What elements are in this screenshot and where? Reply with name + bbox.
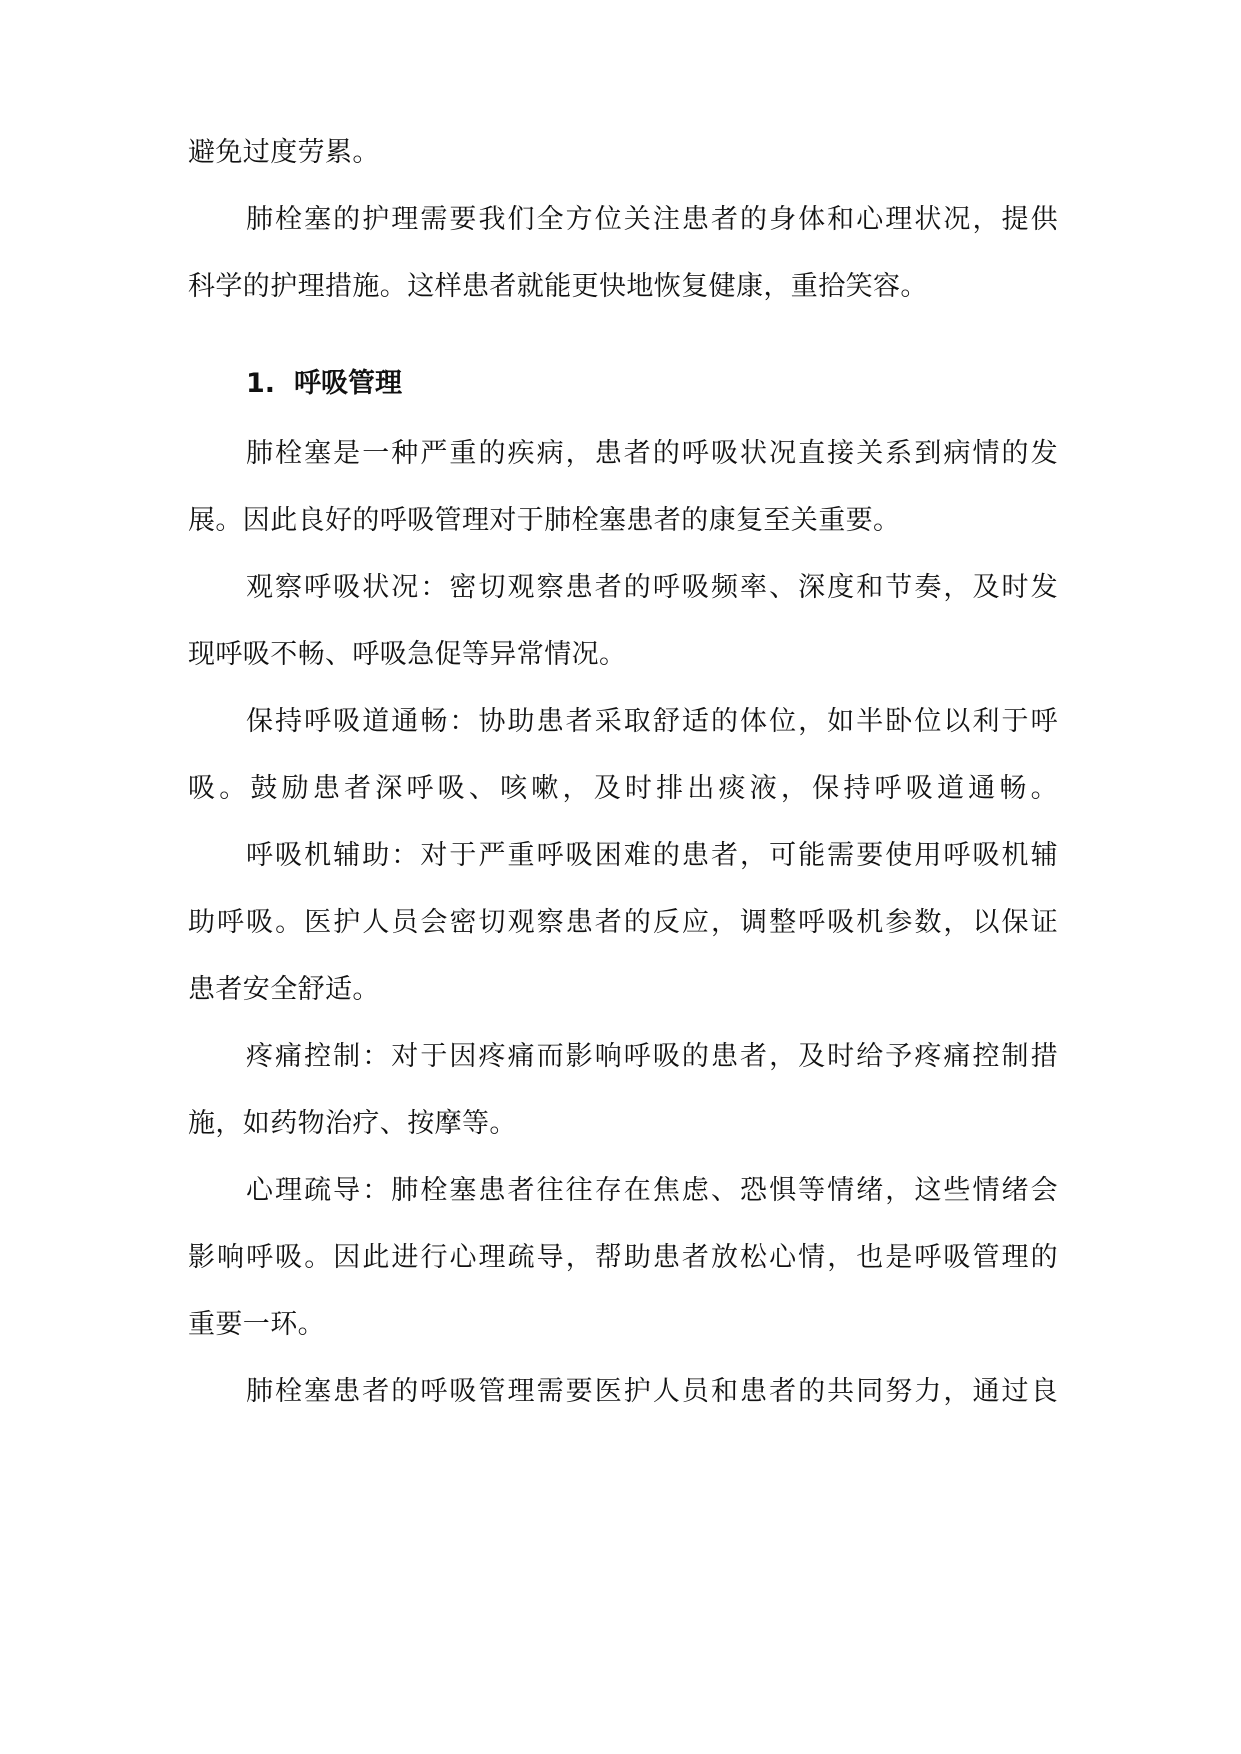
paragraph-line: 现呼吸不畅、呼吸急促等异常情况。: [188, 639, 627, 670]
paragraph-line: 患者安全舒适。: [188, 974, 380, 1005]
paragraph-line: 观察呼吸状况：密切观察患者的呼吸频率、深度和节奏，及时发: [246, 572, 1058, 603]
section-title: 呼吸管理: [294, 368, 402, 399]
paragraph-line: 助呼吸。医护人员会密切观察患者的反应，调整呼吸机参数，以保证: [188, 907, 1058, 938]
section-heading: [246, 366, 402, 402]
paragraph-line: 肺栓塞患者的呼吸管理需要医护人员和患者的共同努力，通过良: [246, 1376, 1058, 1407]
paragraph-line: 疼痛控制：对于因疼痛而影响呼吸的患者，及时给予疼痛控制措: [246, 1041, 1058, 1072]
paragraph-line: 避免过度劳累。: [188, 137, 380, 168]
paragraph-line: 呼吸机辅助：对于严重呼吸困难的患者，可能需要使用呼吸机辅: [246, 840, 1058, 871]
paragraph-line: 保持呼吸道通畅：协助患者采取舒适的体位，如半卧位以利于呼: [246, 706, 1058, 737]
paragraph-line: 吸。鼓励患者深呼吸、咳嗽，及时排出痰液，保持呼吸道通畅。: [188, 773, 1058, 804]
paragraph-line: 重要一环。: [188, 1309, 325, 1340]
paragraph-line: 肺栓塞的护理需要我们全方位关注患者的身体和心理状况，提供: [246, 204, 1058, 235]
section-number: 1.: [246, 368, 276, 399]
paragraph-line: 心理疏导：肺栓塞患者往往存在焦虑、恐惧等情绪，这些情绪会: [246, 1175, 1058, 1206]
paragraph-line: 展。因此良好的呼吸管理对于肺栓塞患者的康复至关重要。: [188, 505, 901, 536]
paragraph-line: 施，如药物治疗、按摩等。: [188, 1108, 517, 1139]
paragraph-line: 肺栓塞是一种严重的疾病，患者的呼吸状况直接关系到病情的发: [246, 438, 1058, 469]
paragraph-line: 影响呼吸。因此进行心理疏导，帮助患者放松心情，也是呼吸管理的: [188, 1242, 1058, 1273]
paragraph-line: 科学的护理措施。这样患者就能更快地恢复健康，重拾笑容。: [188, 271, 928, 302]
